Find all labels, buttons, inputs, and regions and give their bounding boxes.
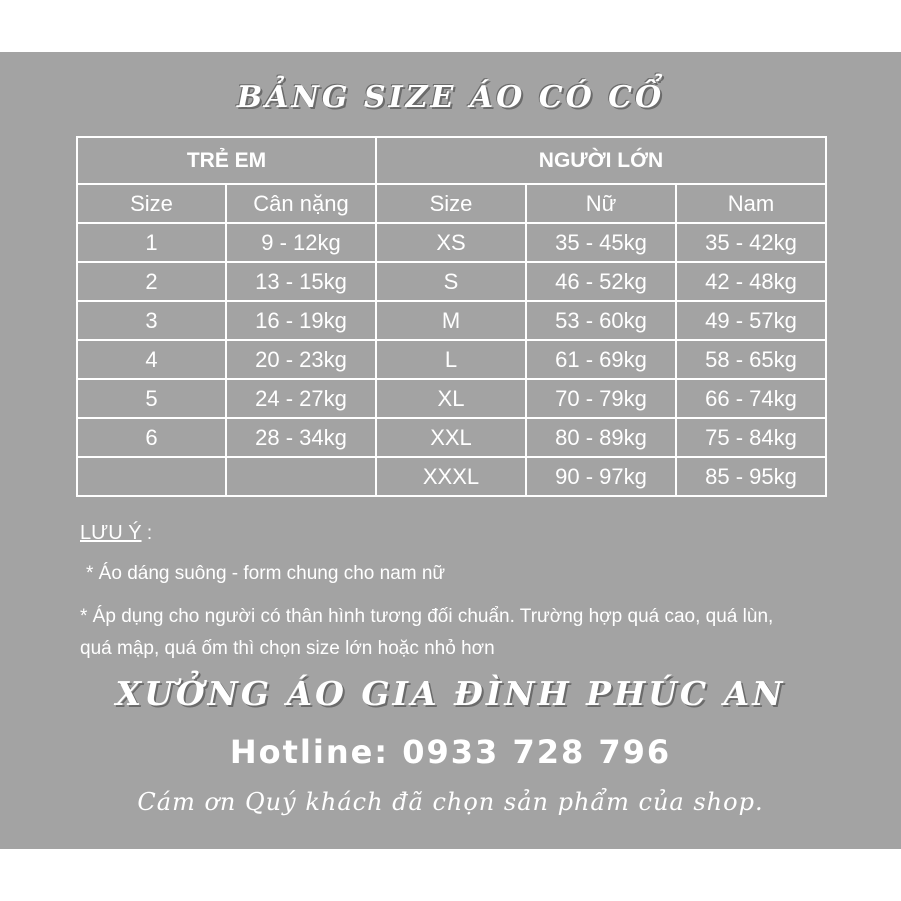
note-line: * Áo dáng suông - form chung cho nam nữ	[86, 563, 446, 584]
table-cell: 49 - 57kg	[676, 301, 826, 340]
table-cell: 13 - 15kg	[226, 262, 376, 301]
notes-heading: LƯU Ý	[80, 522, 142, 544]
hotline: Hotline: 0933 728 796	[229, 733, 672, 771]
thank-you-message: Cám ơn Quý khách đã chọn sản phẩm của shop.	[137, 788, 764, 816]
table-row	[77, 301, 826, 340]
header-adult-size: Size	[376, 184, 526, 223]
group-header-row	[77, 137, 826, 184]
table-cell: XXL	[376, 418, 526, 457]
table-row	[77, 457, 826, 496]
table-cell: 70 - 79kg	[526, 379, 676, 418]
table-row	[77, 379, 826, 418]
chart-title: BẢNG SIZE ÁO CÓ CỔ	[236, 80, 665, 115]
table-cell: XL	[376, 379, 526, 418]
table-cell: 1	[77, 223, 226, 262]
header-kids-size: Size	[77, 184, 226, 223]
header-female: Nữ	[526, 184, 676, 223]
table-cell: XS	[376, 223, 526, 262]
group-kids: TRẺ EM	[77, 137, 376, 184]
table-cell: 5	[77, 379, 226, 418]
note-line: * Áp dụng cho người có thân hình tương đối chuẩn. Trường hợp quá cao, quá lùn, quá mập, quá ốm thì chọn size lớn hoặc nhỏ hơn	[80, 606, 774, 659]
table-cell: 90 - 97kg	[526, 457, 676, 496]
header-male: Nam	[676, 184, 826, 223]
table-cell: S	[376, 262, 526, 301]
header-kids-weight: Cân nặng	[226, 184, 376, 223]
notes-heading-line	[80, 522, 800, 545]
table-cell: XXXL	[376, 457, 526, 496]
table-row	[77, 223, 826, 262]
table-cell: 24 - 27kg	[226, 379, 376, 418]
table-cell: 75 - 84kg	[676, 418, 826, 457]
table-cell: 61 - 69kg	[526, 340, 676, 379]
table-cell: 28 - 34kg	[226, 418, 376, 457]
brand-name: XƯỞNG ÁO GIA ĐÌNH PHÚC AN	[115, 674, 786, 713]
table-cell: 35 - 45kg	[526, 223, 676, 262]
size-chart-panel	[0, 52, 901, 849]
table-cell: 46 - 52kg	[526, 262, 676, 301]
table-row	[77, 262, 826, 301]
table-cell	[226, 457, 376, 496]
table-cell: 2	[77, 262, 226, 301]
table-cell: 4	[77, 340, 226, 379]
table-cell: M	[376, 301, 526, 340]
table-cell: L	[376, 340, 526, 379]
notes-heading-suffix: :	[141, 523, 153, 544]
table-cell: 20 - 23kg	[226, 340, 376, 379]
table-cell: 35 - 42kg	[676, 223, 826, 262]
table-cell: 16 - 19kg	[226, 301, 376, 340]
size-table	[76, 136, 827, 497]
group-adults: NGƯỜI LỚN	[376, 137, 826, 184]
table-cell: 6	[77, 418, 226, 457]
table-row	[77, 418, 826, 457]
table-cell: 80 - 89kg	[526, 418, 676, 457]
notes-section	[80, 522, 800, 665]
table-cell: 58 - 65kg	[676, 340, 826, 379]
table-cell: 9 - 12kg	[226, 223, 376, 262]
table-cell: 66 - 74kg	[676, 379, 826, 418]
column-header-row	[77, 184, 826, 223]
table-cell: 3	[77, 301, 226, 340]
table-cell: 85 - 95kg	[676, 457, 826, 496]
table-cell: 42 - 48kg	[676, 262, 826, 301]
table-cell	[77, 457, 226, 496]
table-row	[77, 340, 826, 379]
table-cell: 53 - 60kg	[526, 301, 676, 340]
